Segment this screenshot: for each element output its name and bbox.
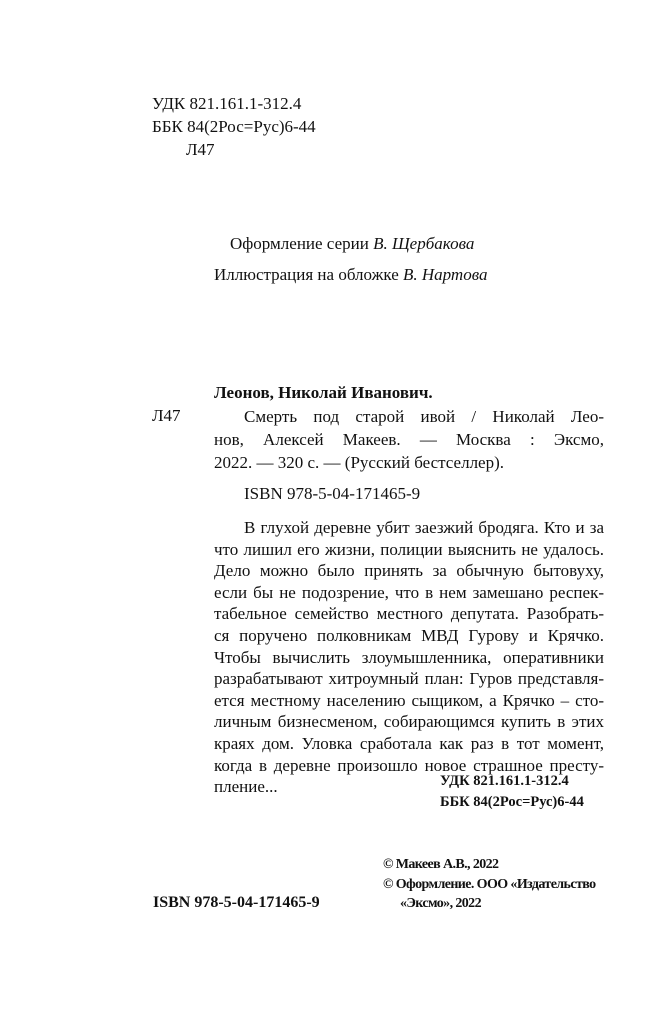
annotation-line: что лишил его жизни, полиции выяснить не удалось. — [214, 539, 604, 559]
series-design-credit — [230, 233, 474, 254]
annotation-line: ется местному населению сыщиком, а Крячко – сто- — [214, 690, 604, 710]
copyright-design: © Оформление. ООО «Издательство — [383, 877, 596, 892]
record-line: 2022. — 320 с. — (Русский бестселлер). — [214, 453, 505, 472]
record-author-mark: Л47 — [152, 406, 181, 425]
isbn: ISBN 978-5-04-171465-9 — [244, 484, 421, 503]
annotation-line: разрабатывают хитроумный план: Гуров представля- — [214, 669, 604, 689]
bbk-code: ББК 84(2Рос=Рус)6-44 — [152, 117, 316, 136]
record-line: Смерть под старой ивой / Николай Лео- — [244, 407, 604, 426]
illustration-label: Иллюстрация на обложке — [214, 265, 403, 284]
udk-code: УДК 821.161.1-312.4 — [152, 94, 302, 113]
annotation-line: ся поручено полковникам МВД Гурову и Крячко. — [214, 625, 604, 645]
annotation-line: Дело можно было принять за обычную бытовуху, — [214, 561, 604, 581]
record-line: нов, Алексей Макеев. — Москва : Эксмо, — [214, 430, 604, 449]
series-label: Оформление серии — [230, 234, 374, 253]
copyright-publisher: «Эксмо», 2022 — [400, 896, 481, 911]
annotation-line: табельное семейство местного депутата. Разобрать- — [214, 604, 604, 624]
isbn-bottom: ISBN 978-5-04-171465-9 — [153, 894, 320, 911]
copyright-author: © Макеев А.В., 2022 — [383, 857, 499, 872]
bibliographic-record — [214, 405, 604, 474]
author-mark: Л47 — [186, 140, 215, 159]
illustration-credit — [214, 264, 487, 285]
author-heading: Леонов, Николай Иванович. — [214, 383, 433, 402]
annotation-line: Чтобы вычислить злоумышленника, оперативники — [214, 647, 604, 667]
annotation — [214, 517, 604, 798]
annotation-line: краях дом. Уловка сработала как раз в тот момент, — [214, 733, 604, 753]
bottom-bbk: ББК 84(2Рос=Рус)6-44 — [440, 794, 584, 810]
illustrator: В. Нартова — [403, 265, 488, 284]
annotation-line: пление... — [214, 777, 278, 797]
annotation-line: В глухой деревне убит заезжий бродяга. Кто и за — [244, 518, 604, 537]
annotation-line: если бы не подозрение, что в нем замешано респек- — [214, 582, 604, 602]
series-designer: В. Щербакова — [373, 234, 475, 253]
annotation-line: личным бизнесменом, собирающимся купить в этих — [214, 712, 604, 732]
annotation-line: когда в деревне произошло новое страшное престу- — [214, 755, 604, 775]
bottom-udk: УДК 821.161.1-312.4 — [440, 773, 569, 789]
